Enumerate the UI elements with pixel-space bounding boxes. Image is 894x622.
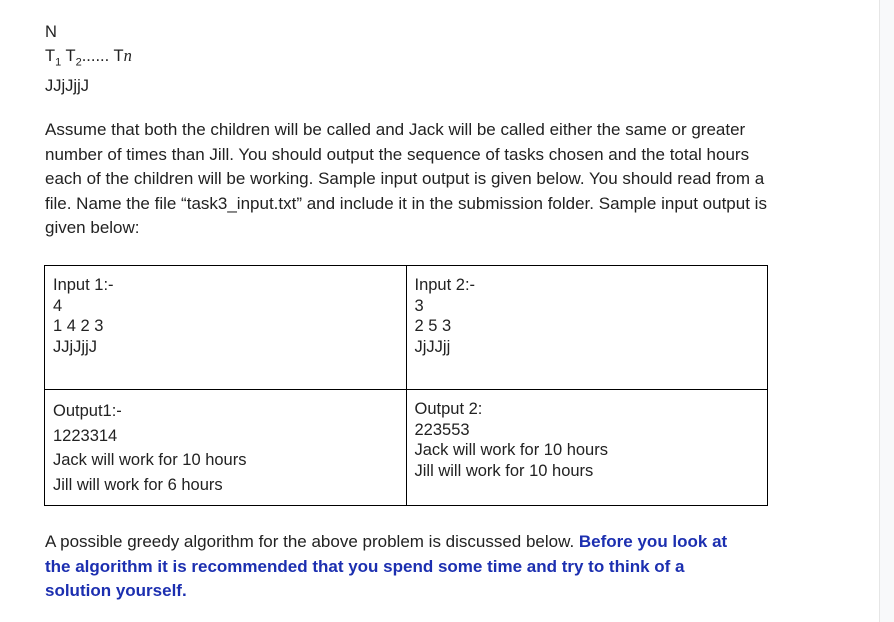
input-1-sequence: JJjJjjJ <box>53 337 97 356</box>
instructions-paragraph: Assume that both the children will be called and Jack will be called either the same or greater number of times than Jill. You should output the sequence of tasks chosen and the total hours each of the children will be working. Sample input output is given below. You should read from a file. Name the file “task3_input.txt” and include it in the submission folder. Sample input output is given below: <box>45 120 767 238</box>
input-2-sequence: JjJJjj <box>414 337 451 356</box>
output-2-cell <box>406 390 768 506</box>
sample-io-table <box>44 265 768 506</box>
output-2-jill: Jill will work for 10 hours <box>414 461 594 480</box>
format-line-n: N <box>45 23 57 41</box>
output-1-cell <box>45 390 407 506</box>
format-n: n <box>123 46 132 65</box>
format-line-sequence: JJjJjjJ <box>45 77 89 96</box>
format-t1: T <box>45 47 56 65</box>
input-1-cell <box>45 266 407 390</box>
input-1-title: Input 1:- <box>53 276 114 294</box>
input-2-title: Input 2:- <box>414 276 476 294</box>
output-1-title: Output1:- <box>53 402 122 420</box>
output-1-jack: Jack will work for 10 hours <box>53 451 247 469</box>
input-1-hours: 1 4 2 3 <box>53 317 104 335</box>
input-2-count: 3 <box>414 296 424 315</box>
format-t2: T <box>61 47 76 65</box>
output-2-title: Output 2: <box>414 400 483 418</box>
format-t2-sub: 2 <box>75 56 82 69</box>
closing-plain-text: A possible greedy algorithm for the above problem is discussed below. <box>45 532 579 551</box>
format-t1-sub: 1 <box>55 56 62 69</box>
output-1-jill: Jill will work for 6 hours <box>53 475 223 494</box>
input-format-block <box>45 20 132 98</box>
table-row-outputs <box>45 390 768 506</box>
page-right-margin <box>879 0 894 622</box>
closing-emphasis-text: Before you look at the algorithm it is recommended that you spend some time and try to think of a solution yourself. <box>45 532 728 601</box>
input-2-cell <box>406 266 768 390</box>
output-2-tasks: 223553 <box>414 420 470 439</box>
input-2-hours: 2 5 3 <box>414 317 452 335</box>
output-1-tasks: 1223314 <box>53 426 118 445</box>
format-line-tasks <box>45 44 132 74</box>
output-2-jack: Jack will work for 10 hours <box>414 441 608 459</box>
closing-paragraph <box>45 530 745 604</box>
format-dots: ...... T <box>81 47 124 65</box>
table-row-inputs <box>45 266 768 390</box>
input-1-count: 4 <box>53 296 63 315</box>
